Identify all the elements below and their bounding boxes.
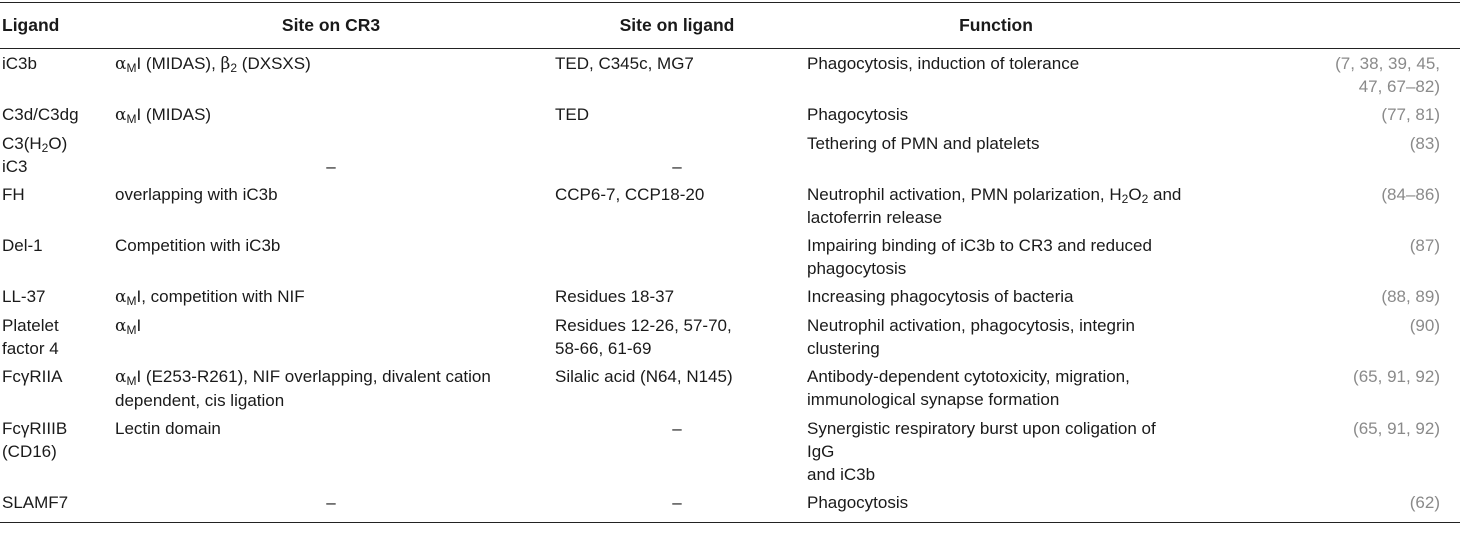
cell-ligand — [0, 129, 111, 180]
refs-line: (87) — [1409, 236, 1440, 255]
ligand-text: O) — [48, 134, 68, 153]
beta-subscript: 2 — [230, 61, 238, 75]
cell-ligand: FcγRIIA — [2, 367, 63, 386]
table-header — [0, 3, 1460, 49]
function-text: Synergistic respiratory burst upon coligation of IgG — [807, 419, 1156, 461]
cell-function: Phagocytosis — [807, 105, 909, 124]
function-text: Neutrophil activation, PMN polarization, H — [807, 185, 1122, 204]
cell-ligand: FH — [2, 185, 25, 204]
cell-site-cr3: overlapping with iC3b — [115, 185, 278, 204]
ligand-text: iC3 — [2, 157, 28, 176]
alpha-subscript: M — [126, 112, 137, 126]
cell-site-ligand — [551, 311, 803, 362]
alpha-symbol: α — [115, 54, 127, 74]
function-text: immunological synapse formation — [807, 390, 1060, 409]
refs-line: (88, 89) — [1381, 287, 1440, 306]
cell-refs — [1189, 488, 1460, 523]
refs-line: (65, 91, 92) — [1353, 419, 1440, 438]
beta-symbol: β — [220, 54, 231, 74]
function-subscript: 2 — [1121, 192, 1129, 206]
cell-function — [803, 362, 1189, 414]
site-ligand-text: 58-66, 61-69 — [555, 339, 652, 358]
function-subscript: 2 — [1141, 192, 1149, 206]
header-refs — [1189, 3, 1460, 49]
cell-site-cr3: Lectin domain — [115, 419, 221, 438]
cell-site-ligand: – — [672, 157, 682, 176]
alpha-symbol: α — [115, 105, 127, 125]
table-row — [0, 362, 1460, 414]
header-function: Function — [959, 15, 1033, 35]
cell-site-ligand: Silalic acid (N64, N145) — [555, 367, 733, 386]
cell-function — [803, 231, 1189, 282]
cell-ligand — [0, 311, 111, 362]
cell-site-cr3 — [111, 311, 551, 362]
cell-function: Increasing phagocytosis of bacteria — [807, 287, 1074, 306]
alpha-subscript: M — [126, 374, 137, 388]
cell-refs — [1189, 180, 1460, 231]
site-cr3-text: I (E253-R261), NIF overlapping, divalent cation — [136, 367, 491, 386]
cell-site-ligand: Residues 18-37 — [555, 287, 675, 306]
ligand-text: FcγRIIIB — [2, 419, 68, 438]
table-row — [0, 129, 1460, 180]
cell-function — [803, 414, 1189, 488]
alpha-subscript: M — [126, 61, 137, 75]
table-row — [0, 488, 1460, 523]
ligand-text: Platelet — [2, 316, 59, 335]
function-text: lactoferrin release — [807, 208, 943, 227]
refs-line: (65, 91, 92) — [1353, 367, 1440, 386]
function-text: Impairing binding of iC3b to CR3 and reduced — [807, 236, 1152, 255]
function-text: Antibody-dependent cytotoxicity, migration, — [807, 367, 1130, 386]
site-cr3-text: I (MIDAS) — [136, 105, 212, 124]
table-row — [0, 311, 1460, 362]
table-row — [0, 180, 1460, 231]
table-row — [0, 414, 1460, 488]
site-cr3-text: I, competition with NIF — [136, 287, 305, 306]
ligand-text: (CD16) — [2, 442, 57, 461]
cell-function: Phagocytosis — [807, 493, 909, 512]
alpha-subscript: M — [126, 323, 137, 337]
site-cr3-text: I — [136, 316, 142, 335]
alpha-symbol: α — [115, 287, 127, 307]
cell-site-ligand: TED, C345c, MG7 — [555, 54, 694, 73]
cell-site-cr3: – — [326, 493, 336, 512]
cell-function — [803, 180, 1189, 231]
ligand-text: C3(H — [2, 134, 42, 153]
cell-refs — [1189, 414, 1460, 488]
cell-refs — [1189, 311, 1460, 362]
cell-refs — [1189, 100, 1460, 129]
cell-refs — [1189, 49, 1460, 101]
cell-ligand: Del-1 — [2, 236, 43, 255]
cell-ligand: iC3b — [2, 54, 37, 73]
cell-site-ligand: – — [672, 419, 682, 438]
cell-function: Neutrophil activation, phagocytosis, integrin clustering — [807, 316, 1135, 358]
alpha-subscript: M — [126, 294, 137, 308]
alpha-symbol: α — [115, 316, 127, 336]
header-row — [0, 3, 1460, 49]
cell-function: Phagocytosis, induction of tolerance — [807, 54, 1080, 73]
table-row — [0, 49, 1460, 101]
site-cr3-text: dependent, cis ligation — [115, 391, 285, 410]
cell-site-ligand: – — [672, 493, 682, 512]
header-site-ligand: Site on ligand — [619, 15, 735, 35]
table-row — [0, 282, 1460, 311]
cell-function: Tethering of PMN and platelets — [807, 134, 1040, 153]
cell-site-cr3 — [111, 282, 551, 311]
refs-line: (62) — [1409, 493, 1440, 512]
header-ligand: Ligand — [2, 15, 60, 35]
table-row — [0, 231, 1460, 282]
cell-refs — [1189, 362, 1460, 414]
ligand-subscript: 2 — [41, 141, 49, 155]
refs-line: 47, 67–82) — [1358, 77, 1440, 96]
cell-ligand: LL-37 — [2, 287, 46, 306]
refs-line: (84–86) — [1381, 185, 1440, 204]
site-cr3-extra: (DXSXS) — [237, 54, 311, 73]
cell-site-cr3: – — [326, 157, 336, 176]
refs-line: (77, 81) — [1381, 105, 1440, 124]
refs-line: (7, 38, 39, 45, — [1335, 54, 1440, 73]
cell-site-cr3: Competition with iC3b — [115, 236, 281, 255]
alpha-symbol: α — [115, 367, 127, 387]
cell-ligand: SLAMF7 — [2, 493, 69, 512]
table-row — [0, 100, 1460, 129]
header-site-cr3: Site on CR3 — [281, 15, 381, 35]
ligand-table — [0, 2, 1460, 523]
function-text: O — [1128, 185, 1142, 204]
function-text: phagocytosis — [807, 259, 907, 278]
cell-refs — [1189, 282, 1460, 311]
cell-ligand: C3d/C3dg — [2, 105, 79, 124]
function-text: and iC3b — [807, 465, 876, 484]
ligand-text: factor 4 — [2, 339, 59, 358]
site-cr3-text: I (MIDAS), — [136, 54, 221, 73]
cell-refs — [1189, 129, 1460, 180]
cell-site-cr3 — [111, 362, 551, 414]
cell-site-ligand: CCP6-7, CCP18-20 — [555, 185, 705, 204]
cell-site-ligand — [551, 231, 803, 282]
site-ligand-text: Residues 12-26, 57-70, — [555, 316, 732, 335]
table-body — [0, 49, 1460, 523]
function-text: and — [1148, 185, 1182, 204]
refs-line: (90) — [1409, 316, 1440, 335]
cell-refs — [1189, 231, 1460, 282]
cell-site-ligand: TED — [555, 105, 589, 124]
cell-site-cr3 — [111, 100, 551, 129]
cell-ligand — [0, 414, 111, 488]
refs-line: (83) — [1409, 134, 1440, 153]
cell-site-cr3 — [111, 49, 551, 101]
